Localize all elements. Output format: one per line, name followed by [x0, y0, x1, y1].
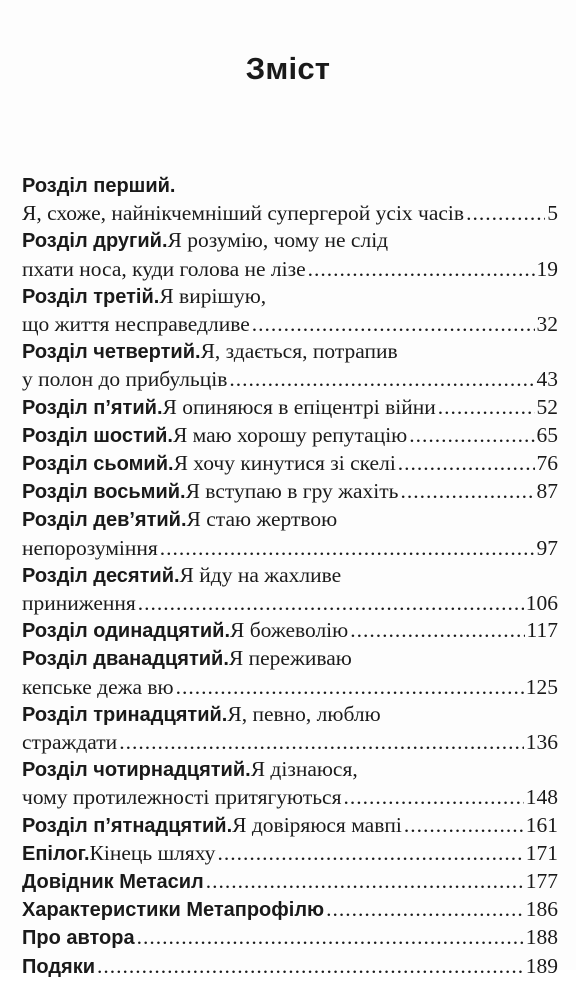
chapter-subtitle: Я маю хорошу репутацію	[172, 422, 408, 447]
toc-entry	[22, 227, 566, 282]
chapter-label: Розділ дев’ятий.	[22, 509, 187, 532]
chapter-label: Розділ п’ятнадцятий.	[22, 814, 233, 837]
page-number: 161	[525, 812, 558, 837]
dot-leader	[138, 590, 524, 617]
dot-leader	[398, 450, 535, 477]
chapter-label: Розділ тринадцятий.	[22, 703, 228, 726]
chapter-subtitle: Я стаю жертвою	[186, 507, 338, 532]
dot-leader	[137, 924, 524, 951]
dot-leader	[343, 784, 523, 811]
dot-leader	[160, 535, 535, 562]
toc-entry	[22, 450, 566, 478]
chapter-subtitle-continued: непорозуміння	[22, 535, 158, 560]
page-number: 148	[525, 785, 558, 810]
chapter-label: Розділ десятий.	[22, 564, 180, 587]
page-number: 171	[525, 840, 558, 865]
chapter-label: Епілог.	[22, 842, 90, 865]
chapter-subtitle: Я опиняюся в епіцентрі війни	[162, 394, 436, 419]
chapter-subtitle-continued: пхати носа, куди голова не лізе	[22, 256, 306, 281]
page-number: 65	[536, 422, 558, 447]
toc-entry	[22, 562, 566, 617]
toc-entry	[22, 868, 566, 896]
page-title: Зміст	[245, 51, 331, 86]
dot-leader	[400, 478, 534, 505]
chapter-label: Розділ перший.	[22, 175, 176, 197]
chapter-subtitle: Я, здається, потрапив	[200, 339, 398, 364]
chapter-label: Розділ сьомий.	[22, 453, 174, 476]
dot-leader	[217, 840, 523, 867]
chapter-label: Розділ другий.	[22, 230, 168, 253]
toc-entry	[22, 953, 566, 981]
chapter-subtitle: Я хочу кинутися зі скелі	[173, 451, 396, 476]
chapter-label: Розділ шостий.	[22, 424, 173, 447]
chapter-subtitle: Я довіряюся мавпі	[232, 812, 402, 837]
toc-entry	[22, 701, 566, 756]
page-number: 97	[536, 535, 558, 560]
dot-leader	[438, 394, 535, 421]
chapter-label: Про автора	[22, 927, 135, 950]
dot-leader	[466, 200, 545, 227]
chapter-label: Розділ одинадцятий.	[22, 620, 230, 643]
chapter-subtitle-continued: кепське дежа вю	[22, 674, 174, 699]
page-number: 87	[536, 479, 558, 504]
chapter-label: Розділ четвертий.	[22, 341, 201, 364]
toc-entry	[22, 338, 566, 393]
toc-entry	[22, 756, 566, 811]
chapter-subtitle-continued: приниження	[22, 591, 136, 616]
dot-leader	[409, 422, 534, 449]
chapter-subtitle: Я, певно, люблю	[227, 701, 381, 726]
page-number: 19	[536, 256, 558, 281]
toc-entry	[22, 283, 566, 338]
chapter-subtitle: Я вирішую,	[159, 283, 267, 308]
chapter-subtitle: Я, схоже, найнікчемніший супергерой усіх часів	[22, 201, 465, 226]
chapter-subtitle: Я дізнаюся,	[250, 757, 358, 782]
page-number: 125	[525, 674, 558, 699]
dot-leader	[326, 896, 524, 923]
chapter-label: Довідник Метасил	[22, 871, 204, 894]
page-number: 188	[525, 925, 558, 950]
toc-entry	[22, 422, 566, 450]
dot-leader	[350, 617, 524, 644]
chapter-subtitle-continued: страждати	[22, 730, 118, 755]
chapter-subtitle: Я йду на жахливе	[179, 562, 342, 587]
page-number: 5	[547, 201, 558, 226]
toc-entry	[22, 812, 566, 840]
page-number: 177	[525, 869, 558, 894]
chapter-label: Подяки	[22, 955, 95, 978]
dot-leader	[229, 366, 534, 393]
page-number: 189	[525, 953, 558, 978]
chapter-subtitle: Я вступаю в гру жахіть	[185, 479, 399, 504]
chapter-label: Розділ чотирнадцятий.	[22, 759, 251, 782]
chapter-subtitle: Кінець шляху	[89, 840, 216, 865]
toc-entry	[22, 924, 566, 952]
dot-leader	[119, 729, 524, 756]
chapter-subtitle: Я божеволію	[230, 618, 349, 643]
toc-entry	[22, 394, 566, 422]
toc-entry	[22, 840, 566, 868]
toc-entry	[22, 896, 566, 924]
chapter-label: Розділ дванадцятий.	[22, 648, 229, 671]
chapter-subtitle-continued: у полон до прибульців	[22, 367, 228, 392]
dot-leader	[404, 812, 524, 839]
page-number: 106	[525, 591, 558, 616]
page-number: 43	[536, 367, 558, 392]
chapter-label: Характеристики Метапрофілю	[22, 899, 325, 922]
toc-entry	[22, 645, 566, 700]
chapter-label: Розділ п’ятий.	[22, 396, 163, 419]
chapter-label: Розділ восьмий.	[22, 481, 186, 504]
chapter-subtitle: Я переживаю	[228, 646, 352, 671]
chapter-subtitle: Я розумію, чому не слід	[167, 228, 389, 253]
dot-leader	[252, 311, 535, 338]
chapter-subtitle-continued: що життя несправедливе	[22, 312, 250, 337]
toc-entry	[22, 506, 566, 561]
toc-entry	[22, 617, 566, 645]
toc-entry	[22, 478, 566, 506]
dot-leader	[206, 868, 524, 895]
toc-entry	[22, 173, 566, 227]
table-of-contents	[22, 173, 566, 981]
dot-leader	[308, 256, 535, 283]
dot-leader	[97, 953, 524, 980]
page-number: 52	[536, 394, 558, 419]
page-number: 186	[525, 897, 558, 922]
chapter-label: Розділ третій.	[22, 285, 160, 308]
page-number: 32	[536, 312, 558, 337]
page-number: 136	[525, 730, 558, 755]
chapter-subtitle-continued: чому протилежності притягуються	[22, 785, 342, 810]
dot-leader	[176, 674, 524, 701]
page-number: 76	[536, 451, 558, 476]
page-number: 117	[526, 618, 558, 643]
